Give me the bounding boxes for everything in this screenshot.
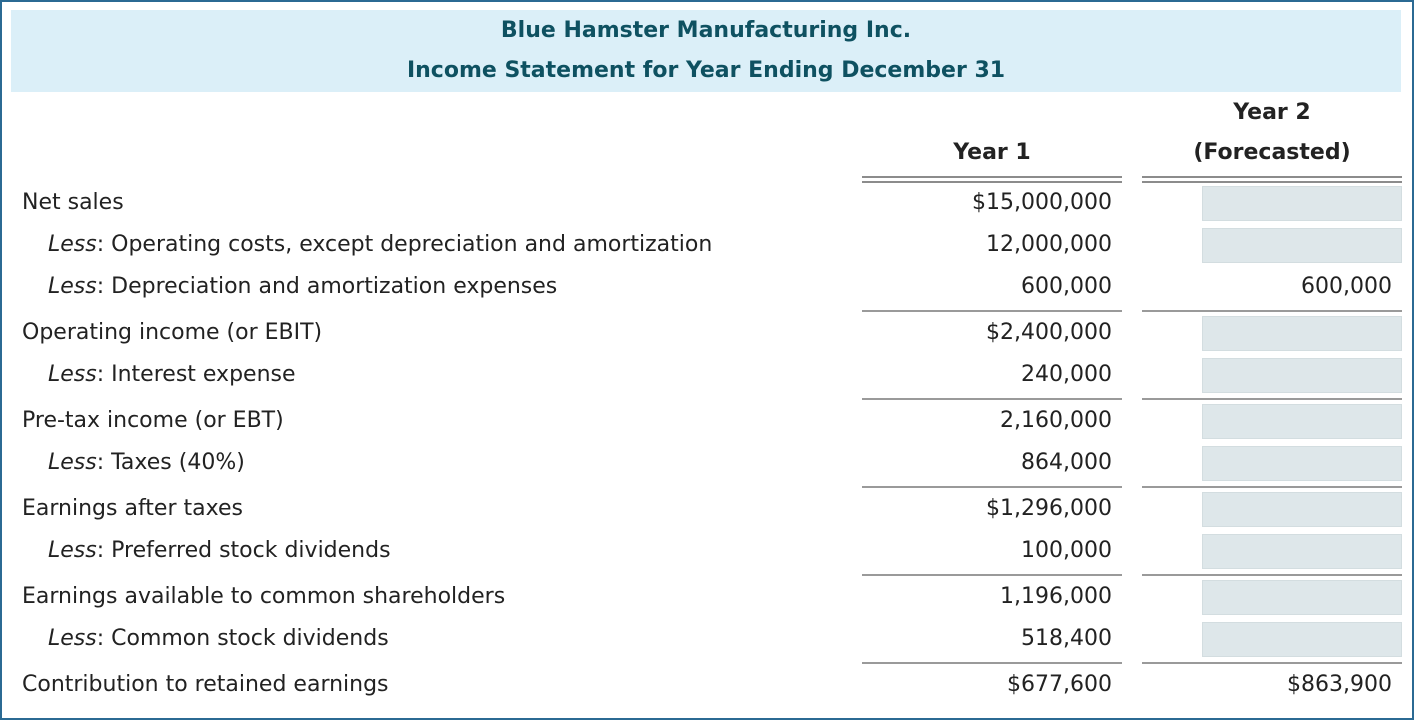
- row-net-sales-year2-input[interactable]: [1202, 186, 1402, 221]
- row-common-dividends-label: Less: Common stock dividends: [48, 626, 389, 651]
- subtotal-rule-year2: [1142, 662, 1402, 664]
- row-ebit-year2-input[interactable]: [1202, 316, 1402, 351]
- row-preferred-dividends-label: Less: Preferred stock dividends: [48, 538, 391, 563]
- row-depreciation-year2: 600,000: [1301, 274, 1392, 299]
- row-taxes-year2-input[interactable]: [1202, 446, 1402, 481]
- row-earnings-after-taxes-label: Earnings after taxes: [22, 496, 243, 521]
- row-taxes-label: Less: Taxes (40%): [48, 450, 245, 475]
- row-taxes-year1: 864,000: [1021, 450, 1112, 475]
- subtotal-rule-year1: [862, 310, 1122, 312]
- subtotal-rule-year2: [1142, 398, 1402, 400]
- subtotal-rule-year2: [1142, 574, 1402, 576]
- subtotal-rule-year1: [862, 398, 1122, 400]
- row-ebit-label: Operating income (or EBIT): [22, 320, 323, 345]
- row-earnings-after-taxes-year1: $1,296,000: [986, 496, 1112, 521]
- row-preferred-dividends-year1: 100,000: [1021, 538, 1112, 563]
- subtotal-rule-year1: [862, 574, 1122, 576]
- row-net-sales-label: Net sales: [22, 190, 124, 215]
- row-interest-expense-year2-input[interactable]: [1202, 358, 1402, 393]
- row-preferred-dividends-year2-input[interactable]: [1202, 534, 1402, 569]
- row-operating-costs-label: Less: Operating costs, except depreciation and amortization: [48, 232, 713, 257]
- header-double-rule-year2: [1142, 176, 1402, 183]
- header-double-rule-year1: [862, 176, 1122, 183]
- row-earnings-available-year2-input[interactable]: [1202, 580, 1402, 615]
- subtotal-rule-year1: [862, 662, 1122, 664]
- row-operating-costs-year1: 12,000,000: [986, 232, 1112, 257]
- row-ebt-label: Pre-tax income (or EBT): [22, 408, 284, 433]
- row-earnings-available-year1: 1,196,000: [1000, 584, 1112, 609]
- subtotal-rule-year1: [862, 486, 1122, 488]
- row-depreciation-year1: 600,000: [1021, 274, 1112, 299]
- row-operating-costs-year2-input[interactable]: [1202, 228, 1402, 263]
- subtotal-rule-year2: [1142, 486, 1402, 488]
- row-common-dividends-year2-input[interactable]: [1202, 622, 1402, 657]
- subtotal-rule-year2: [1142, 310, 1402, 312]
- column-header-year2-forecasted: (Forecasted): [1193, 140, 1351, 165]
- row-ebit-year1: $2,400,000: [986, 320, 1112, 345]
- row-interest-expense-year1: 240,000: [1021, 362, 1112, 387]
- column-header-year1: Year 1: [953, 140, 1031, 165]
- row-retained-earnings-year2: $863,900: [1287, 672, 1392, 697]
- row-retained-earnings-year1: $677,600: [1007, 672, 1112, 697]
- row-depreciation-label: Less: Depreciation and amortization expenses: [48, 274, 558, 299]
- row-ebt-year1: 2,160,000: [1000, 408, 1112, 433]
- row-common-dividends-year1: 518,400: [1021, 626, 1112, 651]
- statement-title: Income Statement for Year Ending December 31: [406, 58, 1006, 83]
- row-retained-earnings-label: Contribution to retained earnings: [22, 672, 389, 697]
- row-earnings-available-label: Earnings available to common shareholders: [22, 584, 506, 609]
- row-earnings-after-taxes-year2-input[interactable]: [1202, 492, 1402, 527]
- row-interest-expense-label: Less: Interest expense: [48, 362, 296, 387]
- statement-header: [11, 10, 1401, 92]
- row-net-sales-year1: $15,000,000: [972, 190, 1112, 215]
- column-header-year2: Year 2: [1233, 100, 1311, 125]
- row-ebt-year2-input[interactable]: [1202, 404, 1402, 439]
- company-name: Blue Hamster Manufacturing Inc.: [500, 18, 912, 43]
